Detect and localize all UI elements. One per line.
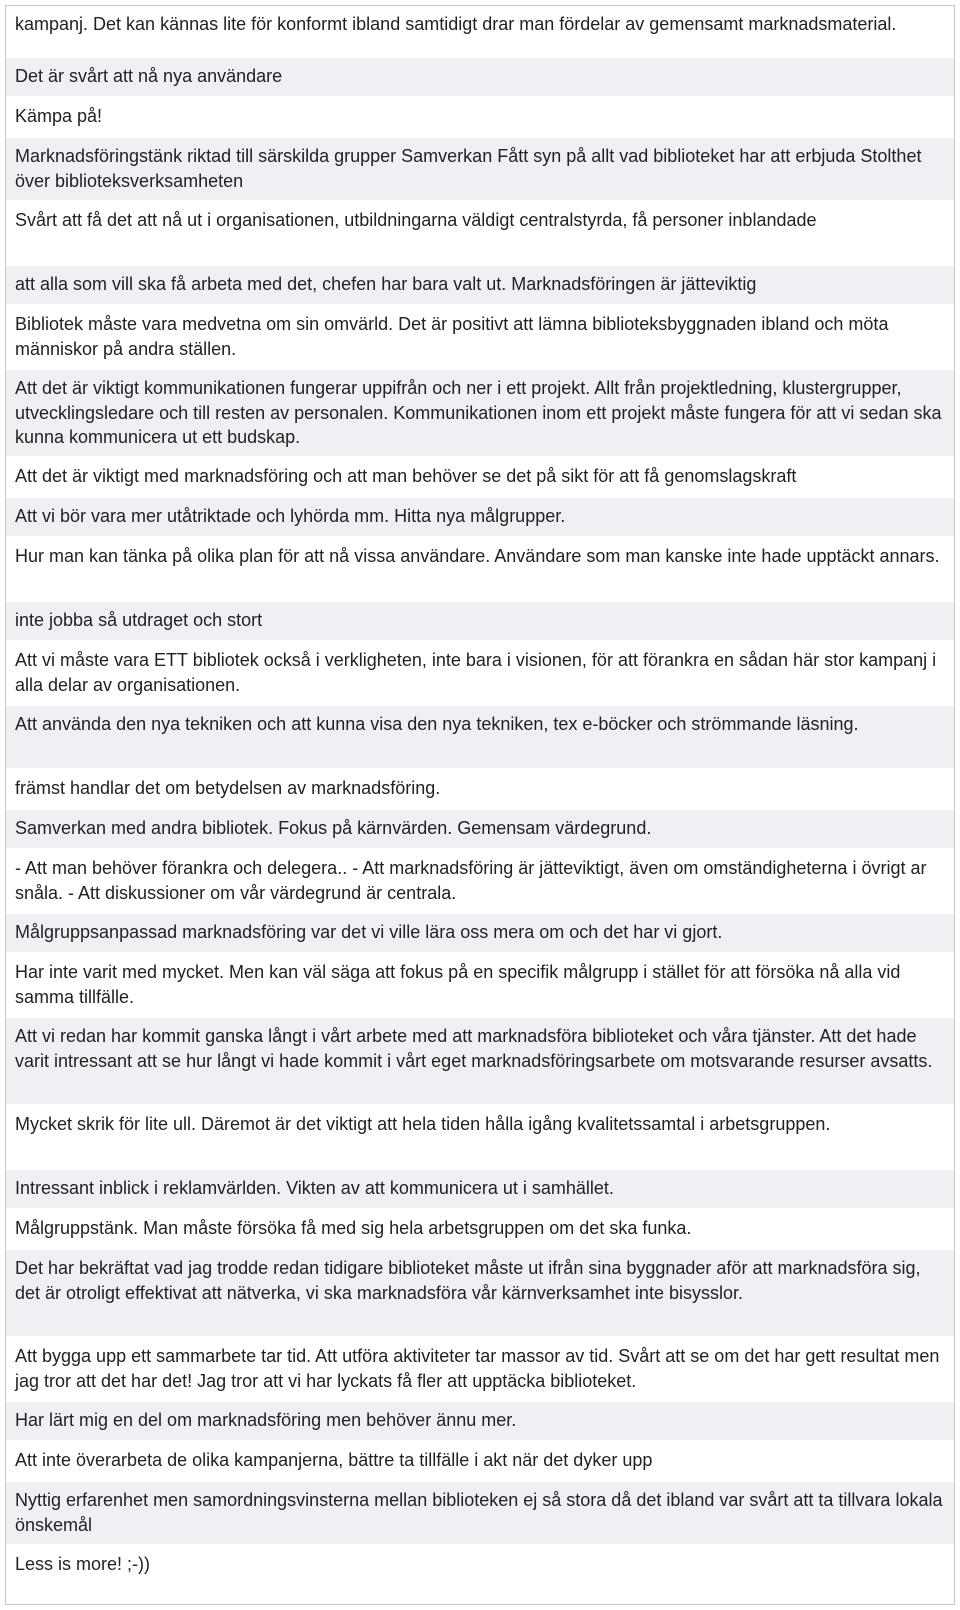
response-row [6,98,954,138]
response-row [6,538,954,602]
response-row [6,266,954,306]
response-text: att alla som vill ska få arbeta med det, chefen har bara valt ut. Marknadsföringen är jätteviktig [15,274,757,294]
response-row [6,306,954,370]
response-text: Svårt att få det att nå ut i organisationen, utbildningarna väldigt centralstyrda, få personer inblandade [15,210,817,230]
response-row [6,602,954,642]
response-row [6,370,954,458]
response-row [6,1106,954,1170]
response-text: främst handlar det om betydelsen av marknadsföring. [15,778,441,798]
response-text: Kämpa på! [15,106,103,126]
response-row [6,1546,954,1584]
response-row [6,1018,954,1106]
response-text: - Att man behöver förankra och delegera.. - Att marknadsföring är jätteviktigt, även om omständigheterna i övrigt ar snåla. - Att diskussioner om vår värdegrund är centrala. [15,858,927,903]
response-row [6,202,954,266]
response-row [6,58,954,98]
response-text: Samverkan med andra bibliotek. Fokus på kärnvärden. Gemensam värdegrund. [15,818,652,838]
response-row [6,810,954,850]
response-row [6,1170,954,1210]
response-text: Hur man kan tänka på olika plan för att nå vissa användare. Användare som man kanske inte hade upptäckt annars. [15,546,940,566]
response-text: Nyttig erfarenhet men samordningsvinsterna mellan biblioteken ej så stora då det ibland var svårt att ta tillvara lokala önskemål [15,1490,943,1535]
response-row [6,1442,954,1482]
response-row [6,642,954,706]
response-row [6,850,954,914]
response-row [6,1482,954,1546]
response-row [6,954,954,1018]
response-text: Det är svårt att nå nya användare [15,66,283,86]
response-text: Att vi redan har kommit ganska långt i vårt arbete med att marknadsföra biblioteket och våra tjänster. Att det hade varit intressant att se hur långt vi hade kommit i vårt eget marknadsföringsarbete om motsvarande resurser avsatts. [15,1026,933,1071]
response-text: Mycket skrik för lite ull. Däremot är det viktigt att hela tiden hålla igång kvalitetssamtal i arbetsgruppen. [15,1114,831,1134]
response-row [6,1338,954,1402]
response-text: Att använda den nya tekniken och att kunna visa den nya tekniken, tex e-böcker och strömmande läsning. [15,714,859,734]
response-text: Att det är viktigt kommunikationen fungerar uppifrån och ner i ett projekt. Allt från projektledning, klustergrupper, utvecklingsledare och till resten av personalen. Kommunikationen inom ett projekt måste fungera för att vi sedan ska kunna kommunicera ut ett budskap. [15,378,942,447]
response-text: Att det är viktigt med marknadsföring och att man behöver se det på sikt för att få genomslagskraft [15,466,797,486]
response-row [6,1250,954,1338]
response-row [6,706,954,770]
response-text: Att vi bör vara mer utåtriktade och lyhörda mm. Hitta nya målgrupper. [15,506,566,526]
response-text: kampanj. Det kan kännas lite för konformt ibland samtidigt drar man fördelar av gemensamt marknadsmaterial. [15,14,897,34]
response-row [6,914,954,954]
response-text: Har inte varit med mycket. Men kan väl säga att fokus på en specifik målgrupp i stället för att försöka nå alla vid samma tillfälle. [15,962,901,1007]
response-row [6,1210,954,1250]
response-text: Målgruppstänk. Man måste försöka få med sig hela arbetsgruppen om det ska funka. [15,1218,692,1238]
response-text: Att inte överarbeta de olika kampanjerna, bättre ta tillfälle i akt när det dyker upp [15,1450,653,1470]
response-row [6,498,954,538]
response-text: Att vi måste vara ETT bibliotek också i verkligheten, inte bara i visionen, för att förankra en sådan här stor kampanj i alla delar av organisationen. [15,650,937,695]
response-row [6,1402,954,1442]
response-row [6,770,954,810]
response-row [6,6,954,58]
response-text: Less is more! ;-)) [15,1554,151,1574]
response-text: Marknadsföringstänk riktad till särskilda grupper Samverkan Fått syn på allt vad biblioteket har att erbjuda Stolthet över biblioteksverksamheten [15,146,922,191]
survey-response-table [5,5,955,1605]
response-text: Det har bekräftat vad jag trodde redan tidigare biblioteket måste ut ifrån sina byggnader aför att marknadsföra sig, det är otroligt effektivat att nätverka, vi ska marknadsföra vår kärnverksamhet inte bisysslor. [15,1258,921,1303]
response-text: Har lärt mig en del om marknadsföring men behöver ännu mer. [15,1410,517,1430]
response-text: inte jobba så utdraget och stort [15,610,263,630]
response-text: Målgruppsanpassad marknadsföring var det vi ville lära oss mera om och det har vi gjort. [15,922,723,942]
response-text: Intressant inblick i reklamvärlden. Vikten av att kommunicera ut i samhället. [15,1178,614,1198]
response-text: Att bygga upp ett sammarbete tar tid. Att utföra aktiviteter tar massor av tid. Svårt att se om det har gett resultat men jag tror att det har det! Jag tror att vi har lyckats få fler att upptäcka biblioteket. [15,1346,940,1391]
response-row [6,138,954,202]
response-text: Bibliotek måste vara medvetna om sin omvärld. Det är positivt att lämna biblioteksbyggnaden ibland och möta människor på andra ställen. [15,314,889,359]
response-row [6,458,954,498]
